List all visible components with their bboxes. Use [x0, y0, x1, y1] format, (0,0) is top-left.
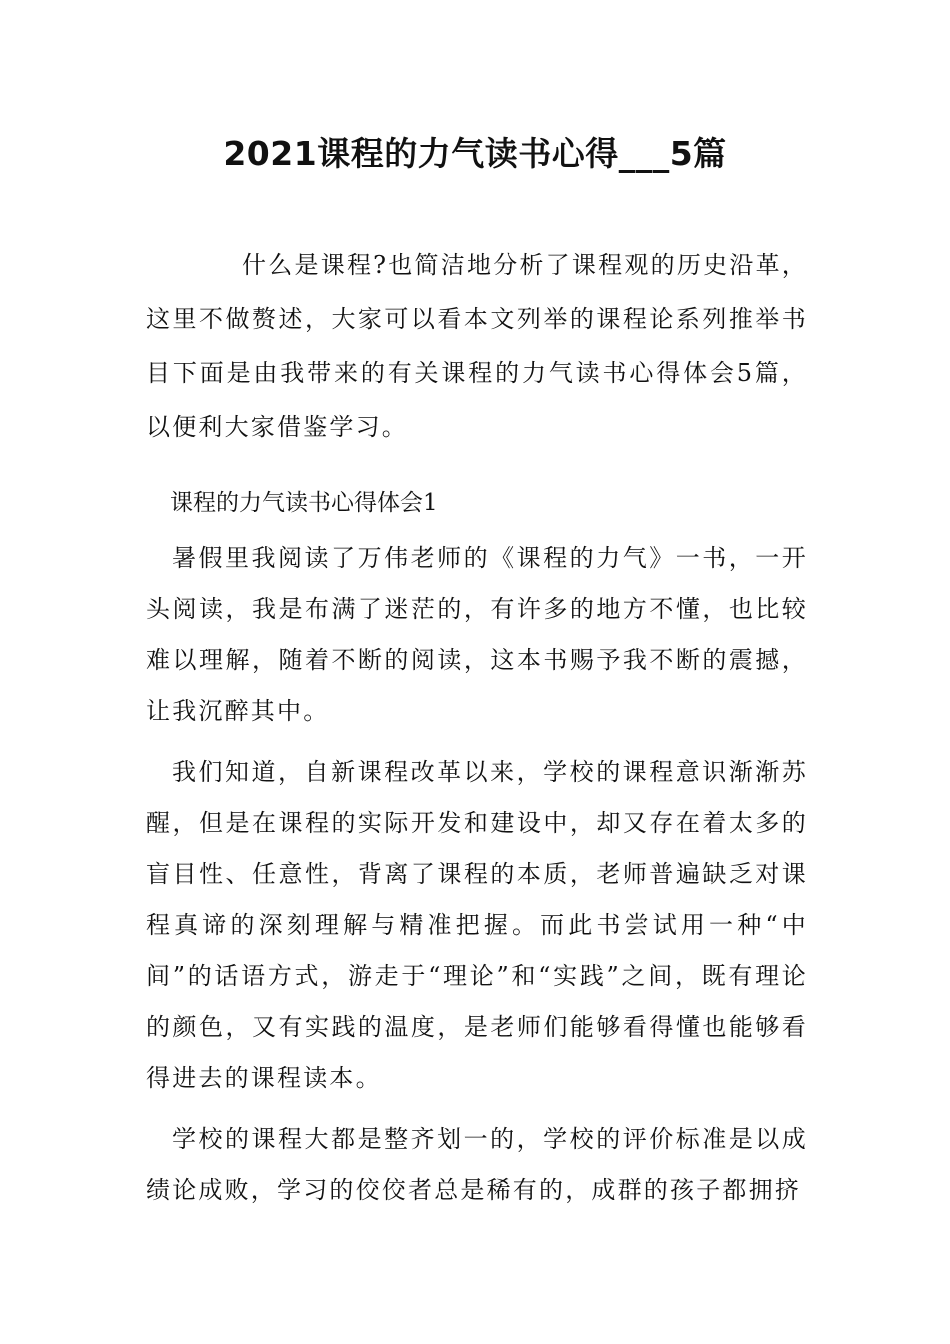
body-paragraph: 学校的课程大都是整齐划一的，学校的评价标准是以成绩论成败，学习的佼佼者总是稀有的，成群的孩子都拥挤: [146, 1125, 808, 1204]
document-title: 2021课程的力气读书心得___5篇: [223, 134, 727, 173]
article-body: [146, 533, 808, 1216]
section-heading: 课程的力气读书心得体会1: [170, 490, 438, 516]
body-paragraph: 我们知道，自新课程改革以来，学校的课程意识渐渐苏醒，但是在课程的实际开发和建设中，却又存在着太多的盲目性、任意性，背离了课程的本质，老师普遍缺乏对课程真谛的深刻理解与精准把握。而此书尝试用一种“中间”的话语方式，游走于“理论”和“实践”之间，既有理论的颜色，又有实践的温度，是老师们能够看得懂也能够看得进去的课程读本。: [146, 758, 808, 1092]
intro-paragraph: 什么是课程?也简洁地分析了课程观的历史沿革，这里不做赘述，大家可以看本文列举的课程论系列推举书目下面是由我带来的有关课程的力气读书心得体会5篇，以便利大家借鉴学习。: [146, 251, 808, 441]
body-paragraph: 暑假里我阅读了万伟老师的《课程的力气》一书，一开头阅读，我是布满了迷茫的，有许多的地方不懂，也比较难以理解，随着不断的阅读，这本书赐予我不断的震撼，让我沉醉其中。: [146, 544, 808, 725]
